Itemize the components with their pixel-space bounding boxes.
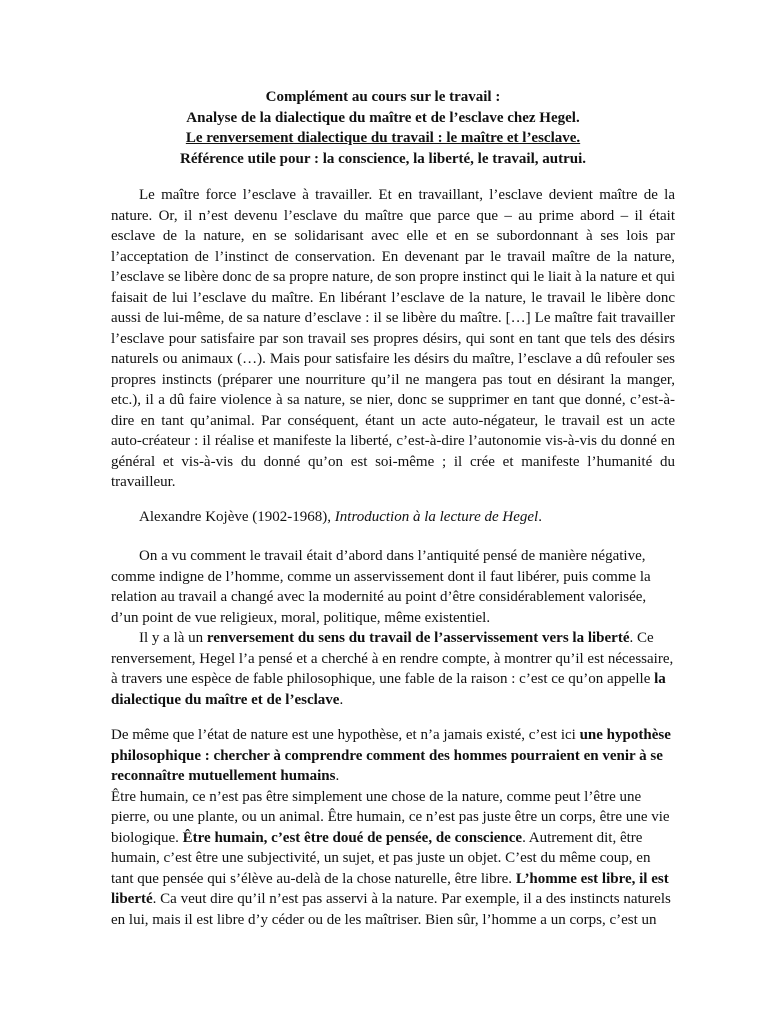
bold-text: liberté [111, 891, 153, 907]
text-run: tant que pensée qui s’élève au-delà de la chose naturelle, être libre. [111, 870, 516, 887]
text-run: . Ca veut dire qu’il n’est pas asservi à la nature. Par exemple, il a des instincts naturels [152, 891, 671, 907]
quote-line: nature. Or, il n’est devenu l’esclave du maître que parce que – au prime abord – il était [111, 207, 675, 224]
citation-author: Alexandre Kojève (1902-1968), [139, 509, 335, 525]
quote-line: etc.), il a dû faire violence à sa nature, se nier, donc se supprimer en tant que donné, c’est-à- [111, 392, 675, 408]
quote-line: Le maître force l’esclave à travailler. Et en travaillant, l’esclave devient maître de la [139, 187, 675, 203]
text-run: biologique. [111, 829, 183, 846]
paragraph-line [111, 889, 675, 910]
citation-work: Introduction à la lecture de Hegel [334, 509, 539, 525]
header-underlined-title: Le renversement dialectique du travail : le maître et l’esclave. [185, 130, 581, 146]
quote-line: auto-créateur : il réalise et manifeste la liberté, c’est-à-dire l’autonomie vis-à-vis du donné en [111, 433, 675, 449]
document-header [100, 87, 666, 169]
paragraph-line: comme indigne de l’homme, comme un asservissement dont il faut libérer, puis comme la [111, 568, 651, 585]
paragraph-line: d’un point de vue religieux, moral, politique, même existentiel. [111, 609, 491, 626]
quote-line: faisait de lui l’esclave du maître. En libérant l’esclave de la nature, le travail le libère donc [111, 289, 675, 306]
bold-text: reconnaître mutuellement humains [111, 768, 336, 784]
bold-text: Être humain, c’est être doué de pensée, de conscience [182, 829, 523, 846]
header-title: Complément au cours sur le travail : [265, 89, 501, 105]
header-reference: Référence utile pour : la conscience, la liberté, le travail, autrui. [179, 150, 587, 167]
paragraph-line: Être humain, ce n’est pas être simplement une chose de la nature, comme peut l’être une [111, 788, 642, 805]
paragraph-line: en lui, mais il est libre d’y céder ou de les maîtriser. Bien sûr, l’homme a un corps, c’est un [111, 911, 657, 928]
quote-line: naturels ou animaux (…). Mais pour satisfaire les désirs du maître, l’esclave a dû refouler ses [111, 351, 675, 367]
quote-line: dire en tant qu’animal. Par conséquent, étant un acte auto-négateur, le travail est un acte [111, 412, 675, 429]
citation [139, 507, 542, 527]
bold-text: une hypothèse [579, 727, 671, 743]
text-run: . [339, 691, 344, 708]
kojeve-quote [111, 185, 675, 493]
bold-text: philosophique : chercher à comprendre comment des hommes pourraient en venir à se [111, 747, 663, 764]
text-run: à travers une espèce de fable philosophique, une fable de la raison : c’est ce qu’on appelle [111, 671, 655, 687]
paragraph-line: humain, c’est être une subjectivité, un sujet, et pas juste un objet. C’est du même coup, en [111, 850, 651, 866]
paragraph-line [111, 746, 675, 767]
paragraph-history [111, 546, 675, 710]
paragraph-line: relation au travail a changé avec la modernité au point d’être considérablement valorisée, [111, 589, 647, 605]
quote-line: travailleur. [111, 474, 176, 490]
quote-line: l’acceptation de l’instinct de conservation. En devenant par le travail maître de la nature, [111, 248, 675, 265]
paragraph-line: renversement, Hegel l’a pensé et a cherché à en rendre compte, à montrer qu’il est nécessaire, [111, 650, 674, 667]
paragraph-line [111, 690, 675, 711]
bold-text: la [654, 671, 666, 687]
bold-text: dialectique du maître et de l’esclave [111, 691, 340, 708]
citation-end: . [538, 509, 542, 525]
text-run: De même que l’état de nature est une hypothèse, et n’a jamais existé, c’est ici [111, 727, 580, 743]
text-run: Il y a là un [139, 630, 207, 646]
quote-line: l’esclave pour satisfaire par son travail ses propres désirs, qui sont en tant que tels des désirs [111, 330, 675, 347]
paragraph-line: On a vu comment le travail était d’abord dans l’antiquité pensé de manière négative, [139, 548, 646, 564]
text-run: . [335, 768, 340, 784]
paragraph-line [111, 766, 675, 787]
paragraph-line [111, 669, 675, 690]
paragraph-line [111, 869, 675, 890]
quote-line: propres instincts (préparer une nourriture qu’il ne mangera pas tout en désirant la manger, [111, 371, 675, 388]
text-run: . Autrement dit, être [522, 829, 643, 846]
paragraph-line: pierre, ou une plante, ou un animal. Être humain, ce n’est pas juste être un corps, être une vie [111, 809, 670, 825]
bold-text: renversement du sens du travail de l’asservissement vers la liberté [206, 630, 630, 646]
quote-line: esclave de la nature, en se solidarisant avec elle et en se subordonnant à ses lois par [111, 228, 675, 244]
quote-line: aussi de lui-même, de sa nature d’esclave : il se libère du maître. […] Le maître fait travailler [111, 310, 675, 326]
quote-line: l’esclave se libère donc de sa propre nature, de son propre instinct qui le liait à la nature et qui [111, 269, 675, 285]
header-subtitle: Analyse de la dialectique du maître et de l’esclave chez Hegel. [186, 109, 580, 126]
text-run: . Ce [629, 630, 654, 646]
paragraph-line [111, 828, 675, 849]
paragraph-line [111, 725, 675, 746]
paragraph-hypothesis [111, 725, 675, 930]
quote-line: général et vis-à-vis du donné qu’on est soi-même ; il crée et manifeste l’humanité du [111, 453, 675, 470]
paragraph-line [111, 628, 675, 649]
bold-text: L’homme est libre, il est [515, 870, 669, 887]
